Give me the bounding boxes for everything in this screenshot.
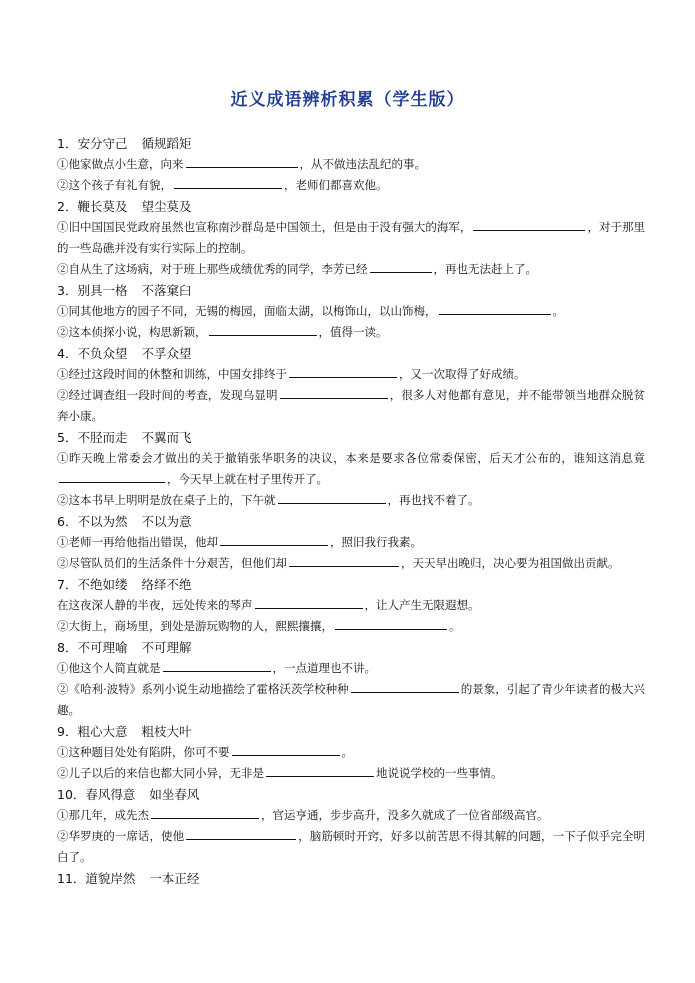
sentence-text: ，值得一读。 xyxy=(318,325,388,339)
item-number: 10． xyxy=(57,787,86,802)
idiom-a: 不可理喻 xyxy=(77,640,128,655)
idiom-b: 粗枝大叶 xyxy=(141,724,192,739)
answer-blank[interactable] xyxy=(174,175,282,189)
sentence-text: ，官运亨通，步步高升，没多久就成了一位省部级高官。 xyxy=(261,808,549,822)
sentence-text: ，今天早上就在村子里传开了。 xyxy=(167,472,328,486)
sentence-text: ，让人产生无限遐想。 xyxy=(364,598,480,612)
document-body xyxy=(57,133,645,889)
example-sentence xyxy=(57,217,645,259)
answer-blank[interactable] xyxy=(280,385,388,399)
example-sentence xyxy=(57,616,645,637)
sentence-text: ，天天早出晚归，决心要为祖国做出贡献。 xyxy=(401,556,620,570)
item-heading xyxy=(57,343,645,364)
idiom-a: 粗心大意 xyxy=(77,724,128,739)
example-sentence xyxy=(57,805,645,826)
idiom-a: 不绝如缕 xyxy=(77,577,128,592)
idiom-b: 不落窠臼 xyxy=(141,283,192,298)
sentence-text: 。 xyxy=(341,745,353,759)
item-heading xyxy=(57,784,645,805)
example-sentence xyxy=(57,364,645,385)
item-heading xyxy=(57,868,645,889)
answer-blank[interactable] xyxy=(278,490,386,504)
sentence-text: 在这夜深人静的半夜，远处传来的琴声 xyxy=(57,598,253,612)
answer-blank[interactable] xyxy=(59,469,165,483)
item-number: 3． xyxy=(57,283,78,298)
sentence-text: ①他这个人简直就是 xyxy=(57,661,161,675)
idiom-b: 望尘莫及 xyxy=(141,199,192,214)
sentence-text: ②自从生了这场病，对于班上那些成绩优秀的同学，李芳已经 xyxy=(57,262,368,276)
sentence-text: ②《哈利·波特》系列小说生动地描绘了霍格沃茨学校种种 xyxy=(57,682,349,696)
answer-blank[interactable] xyxy=(163,658,271,672)
example-sentence xyxy=(57,658,645,679)
example-sentence xyxy=(57,763,645,784)
idiom-a: 不胫而走 xyxy=(77,430,128,445)
idiom-b: 循规蹈矩 xyxy=(141,136,192,151)
idiom-a: 鞭长莫及 xyxy=(77,199,128,214)
sentence-text: ，脑筋顿时开窍，好多以前苦思不得其解的问题，一下子似乎完全明白了。 xyxy=(57,829,645,864)
sentence-text: ②华罗庚的一席话，使他 xyxy=(57,829,185,843)
item-number: 2． xyxy=(57,199,78,214)
sentence-text: ，老师们都喜欢他。 xyxy=(284,178,388,192)
answer-blank[interactable] xyxy=(439,301,551,315)
answer-blank[interactable] xyxy=(370,259,432,273)
sentence-text: ②经过调查组一段时间的考查，发现乌显明 xyxy=(57,388,278,402)
sentence-text: ①经过这段时间的休整和训练，中国女排终于 xyxy=(57,367,287,381)
example-sentence xyxy=(57,385,645,427)
sentence-text: ①他家做点小生意，向来 xyxy=(57,157,184,171)
item-number: 5． xyxy=(57,430,78,445)
example-sentence xyxy=(57,532,645,553)
sentence-text: ②这本侦探小说，构思新颖， xyxy=(57,325,207,339)
answer-blank[interactable] xyxy=(209,322,317,336)
sentence-text: 地说说学校的一些事情。 xyxy=(376,766,503,780)
answer-blank[interactable] xyxy=(351,679,459,693)
sentence-text: ，从不做违法乱纪的事。 xyxy=(299,157,426,171)
idiom-a: 不负众望 xyxy=(77,346,128,361)
document-title: 近义成语辨析积累（学生版） xyxy=(230,90,465,110)
sentence-text: ①昨天晚上常委会才做出的关于撤销张华职务的决议，本来是要求各位常委保密，后天才公布的，谁知这消息竟 xyxy=(57,451,645,465)
item-heading xyxy=(57,427,645,448)
example-sentence xyxy=(57,553,645,574)
example-sentence xyxy=(57,259,645,280)
example-sentence xyxy=(57,490,645,511)
answer-blank[interactable] xyxy=(266,763,374,777)
answer-blank[interactable] xyxy=(186,826,296,840)
item-heading xyxy=(57,574,645,595)
idiom-b: 络绎不绝 xyxy=(141,577,192,592)
item-number: 8． xyxy=(57,640,78,655)
item-number: 7． xyxy=(57,577,78,592)
sentence-text: ①旧中国国民党政府虽然也宣称南沙群岛是中国领土，但是由于没有强大的海军， xyxy=(57,220,472,234)
sentence-text: ，很多人对他都有意见，并不能带领当地群众脱贫奔小康。 xyxy=(57,388,646,423)
sentence-text: ，再也找不着了。 xyxy=(387,493,480,507)
idiom-a: 不以为然 xyxy=(77,514,128,529)
answer-blank[interactable] xyxy=(335,616,447,630)
sentence-text: ①这种题目处处有陷阱，你可不要 xyxy=(57,745,230,759)
example-sentence xyxy=(57,826,645,868)
sentence-text: ①同其他地方的园子不同，无锡的梅园，面临太湖，以梅饰山，以山饰梅， xyxy=(57,304,437,318)
example-sentence xyxy=(57,742,645,763)
item-heading xyxy=(57,133,645,154)
sentence-text: ②儿子以后的来信也都大同小异，无非是 xyxy=(57,766,264,780)
example-sentence xyxy=(57,154,645,175)
item-number: 11． xyxy=(57,871,86,886)
idiom-b: 一本正经 xyxy=(149,871,200,886)
answer-blank[interactable] xyxy=(186,154,298,168)
example-sentence xyxy=(57,595,645,616)
item-number: 9． xyxy=(57,724,78,739)
sentence-text: ，再也无法赶上了。 xyxy=(433,262,537,276)
sentence-text: ，对于那里的一些岛礁并没有实行实际上的控制。 xyxy=(57,220,645,255)
sentence-text: ②这个孩子有礼有貌， xyxy=(57,178,172,192)
example-sentence xyxy=(57,301,645,322)
item-number: 6． xyxy=(57,514,78,529)
item-heading xyxy=(57,280,645,301)
example-sentence xyxy=(57,448,645,490)
sentence-text: ②尽管队员们的生活条件十分艰苦，但他们却 xyxy=(57,556,287,570)
idiom-b: 如坐春风 xyxy=(149,787,200,802)
idiom-b: 不翼而飞 xyxy=(141,430,192,445)
idiom-b: 不以为意 xyxy=(141,514,192,529)
answer-blank[interactable] xyxy=(255,595,363,609)
example-sentence xyxy=(57,322,645,343)
idiom-a: 春风得意 xyxy=(85,787,136,802)
sentence-text: ①那几年，成先杰 xyxy=(57,808,149,822)
sentence-text: ②这本书早上明明是放在桌子上的，下午就 xyxy=(57,493,276,507)
sentence-text: ，照旧我行我素。 xyxy=(330,535,422,549)
sentence-text: ②大街上，商场里，到处是游玩购物的人，熙熙攘攘， xyxy=(57,619,333,633)
item-heading xyxy=(57,511,645,532)
answer-blank[interactable] xyxy=(473,217,585,231)
sentence-text: ①老师一再给他指出错误，他却 xyxy=(57,535,218,549)
sentence-text: 的景象，引起了青少年读者的极大兴趣。 xyxy=(57,682,646,717)
idiom-b: 不孚众望 xyxy=(141,346,192,361)
sentence-text: 。 xyxy=(449,619,461,633)
sentence-text: ，一点道理也不讲。 xyxy=(272,661,376,675)
item-heading xyxy=(57,637,645,658)
item-heading xyxy=(57,721,645,742)
example-sentence xyxy=(57,679,645,721)
answer-blank[interactable] xyxy=(289,364,397,378)
sentence-text: 。 xyxy=(552,304,564,318)
idiom-a: 道貌岸然 xyxy=(85,871,136,886)
item-number: 1． xyxy=(57,136,78,151)
answer-blank[interactable] xyxy=(151,805,259,819)
idiom-b: 不可理解 xyxy=(141,640,192,655)
example-sentence xyxy=(57,175,645,196)
item-heading xyxy=(57,196,645,217)
answer-blank[interactable] xyxy=(289,553,399,567)
answer-blank[interactable] xyxy=(232,742,340,756)
item-number: 4． xyxy=(57,346,78,361)
sentence-text: ，又一次取得了好成绩。 xyxy=(399,367,526,381)
answer-blank[interactable] xyxy=(220,532,328,546)
idiom-a: 别具一格 xyxy=(77,283,128,298)
idiom-a: 安分守己 xyxy=(77,136,128,151)
